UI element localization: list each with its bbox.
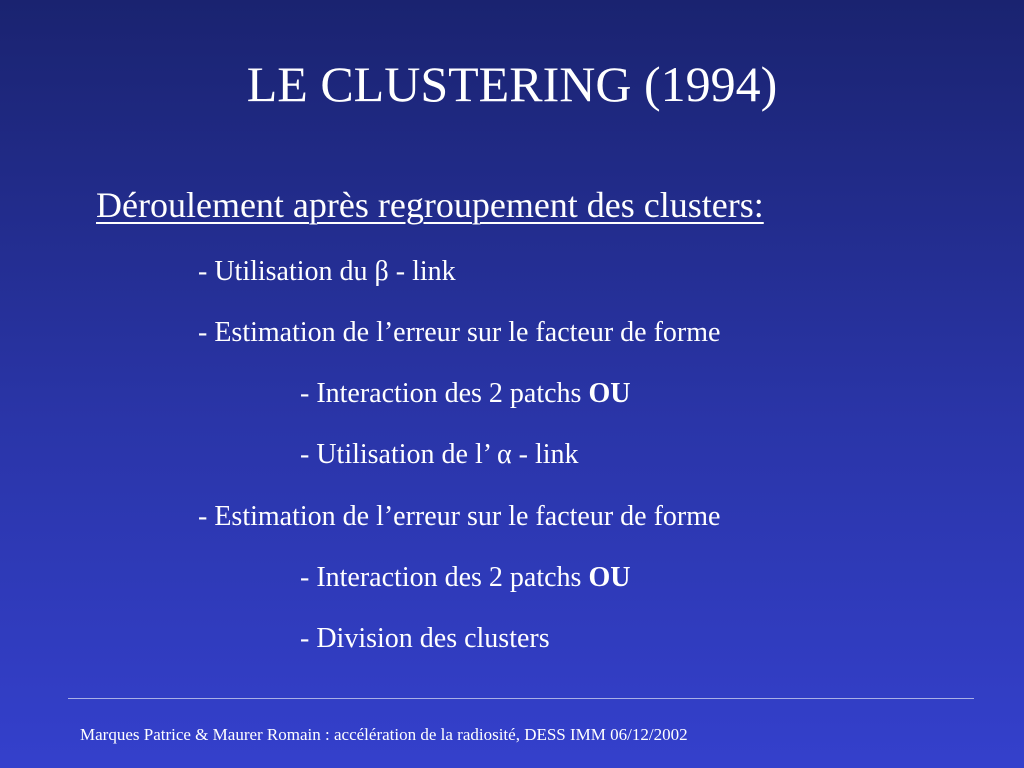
bullet-interaction-patches [300, 376, 630, 412]
bullet-text: - Utilisation de l’ [300, 439, 497, 470]
bullet-text: - Estimation de l’erreur sur le facteur de forme [198, 317, 721, 348]
or-emphasis: OU [588, 378, 631, 409]
bullet-text: - link [511, 439, 579, 470]
slide-footer: Marques Patrice & Maurer Romain : accélération de la radiosité, DESS IMM 06/12/2002 [80, 725, 688, 744]
bullet-text: - link [388, 256, 456, 287]
or-emphasis: OU [588, 562, 631, 593]
bullet-interaction-patches [300, 560, 630, 596]
bullet-text: - Interaction des 2 patchs [300, 562, 589, 593]
bullet-alpha-link [300, 437, 579, 473]
bullet-text: - Utilisation du [198, 256, 375, 287]
bullet-division-clusters [300, 621, 550, 657]
bullet-text: - Estimation de l’erreur sur le facteur de forme [198, 501, 721, 532]
alpha-symbol: α [497, 439, 512, 470]
bullet-text: - Division des clusters [300, 623, 550, 654]
slide-title: LE CLUSTERING (1994) [246, 56, 778, 112]
slide-subtitle: Déroulement après regroupement des clusters: [96, 185, 764, 225]
bullet-text: - Interaction des 2 patchs [300, 378, 589, 409]
bullet-estimation-error [198, 315, 720, 351]
bullet-beta-link [198, 254, 456, 290]
beta-symbol: β [374, 256, 389, 287]
bullet-estimation-error [198, 499, 720, 535]
footer-divider [68, 698, 974, 699]
